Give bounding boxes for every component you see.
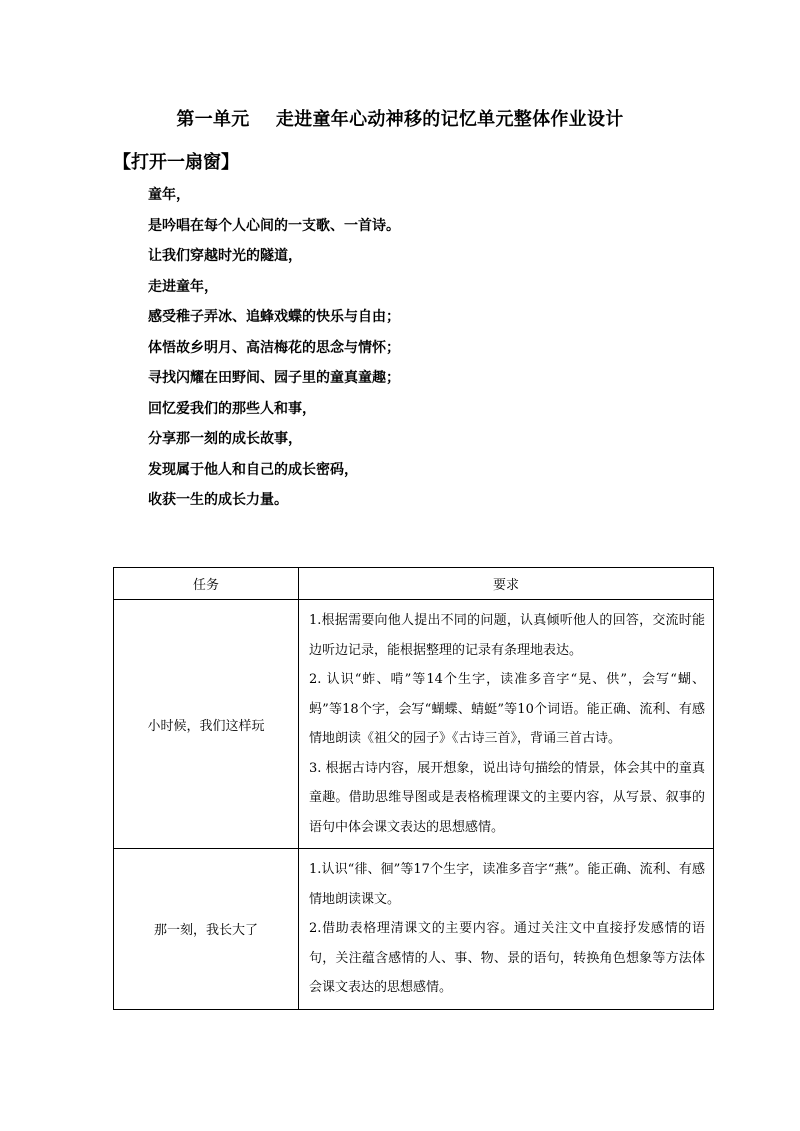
poem — [148, 184, 400, 520]
poem-line: 分享那一刻的成长故事， — [148, 431, 302, 447]
poem-line: 发现属于他人和自己的成长密码， — [148, 461, 358, 478]
poem-line: 是吟唱在每个人心间的一支歌、一首诗。 — [148, 217, 400, 234]
table-row — [114, 849, 714, 1010]
requirement-item: 2.借助表格理清课文的主要内容。通过关注文中直接抒发感情的语句，关注蕴含感情的人、事、物、景的语句，转换角色想象等方法体会课文表达的思想感情。 — [309, 921, 705, 995]
requirement-item: 1.根据需要向他人提出不同的问题，认真倾听他人的回答，交流时能边听边记录，能根据整理的记录有条理地表达。 — [309, 613, 705, 658]
page-title: 第一单元 走进童年心动神移的记忆单元整体作业设计 — [176, 109, 624, 130]
task-name-cell: 那一刻，我长大了 — [114, 849, 299, 1010]
poem-line: 回忆爱我们的那些人和事， — [148, 400, 316, 417]
requirements-cell — [299, 600, 714, 849]
poem-line: 体悟故乡明月、高洁梅花的思念与情怀； — [148, 339, 400, 356]
header-requirements: 要求 — [299, 568, 714, 600]
task-table — [113, 567, 714, 1010]
poem-line: 感受稚子弄冰、追蜂戏蝶的快乐与自由； — [148, 309, 400, 325]
poem-line: 寻找闪耀在田野间、园子里的童真童趣； — [148, 370, 400, 386]
poem-line: 走进童年， — [148, 278, 218, 295]
requirement-item: 3. 根据古诗内容，展开想象，说出诗句描绘的情景，体会其中的童真童趣。借助思维导图或是表格梳理课文的主要内容，从写景、叙事的语句中体会课文表达的思想感情。 — [309, 760, 705, 835]
poem-line: 童年， — [148, 187, 190, 203]
table-row — [114, 600, 714, 849]
poem-line: 让我们穿越时光的隧道， — [148, 248, 302, 264]
requirements-cell — [299, 849, 714, 1010]
requirement-item: 2. 认识“蚱、啃”等14个生字，读准多音字“晃、供”，会写“蝴、蚂”等18个字，会写“蝴蝶、蜻蜓”等10个词语。能正确、流利、有感情地朗读《祖父的园子》《古诗三首》，背诵三首古诗。 — [309, 672, 705, 746]
requirement-item: 1.认识“徘、徊”等17个生字，读准多音字“燕”。能正确、流利、有感情地朗读课文。 — [309, 862, 705, 907]
section-heading: 【打开一扇窗】 — [113, 152, 239, 173]
poem-line: 收获一生的成长力量。 — [148, 492, 288, 508]
header-task: 任务 — [114, 568, 299, 600]
task-name-cell: 小时候，我们这样玩 — [114, 600, 299, 849]
table-header-row — [114, 568, 714, 600]
